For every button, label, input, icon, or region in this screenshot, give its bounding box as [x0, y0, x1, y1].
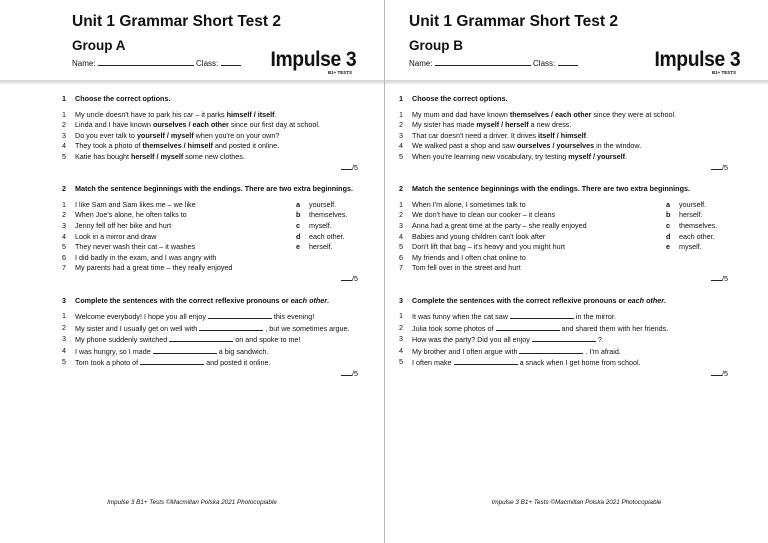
sentence-beginning: Look in a mirror and draw: [75, 231, 157, 241]
list-item: [666, 221, 728, 232]
item-text: It was funny when the cat saw in the mirror.: [412, 312, 616, 322]
exercise-3: 3 Complete the sentences with the correct reflexive pronouns or each other. 1 Welcome everybody! I hope you all enjoy this evening! 2 My sister and I usually get on well with , but we sometimes argue. 3 My phone suddenly switched on and spoke to me! 4 I was hungry, so I made a big sandwich. 5 Tom took a photo of and posted it online. /5: [62, 296, 358, 387]
item-number: 1: [62, 199, 66, 209]
item-number: 3: [399, 130, 403, 140]
sentence-beginning: Don't lift that bag – it's heavy and you might hurt: [412, 242, 565, 252]
list-item: [62, 120, 358, 131]
list-item: [399, 120, 728, 131]
name-label: Name:: [72, 59, 96, 68]
answer-blank[interactable]: [454, 357, 518, 365]
item-number: 4: [399, 231, 403, 241]
exercise-1: 1 Choose the correct options. 1 My mum and dad have known themselves / each other since they were at school. 2 My sister has made myself / herself a new dress. 3 That car doesn't need a driver. It drives itself / himself. 4 We walked past a shop and saw ourselves / yourselves in the window. 5 When you're learning new vocabulary, try testing myself / yourself. /5: [399, 94, 728, 180]
copyright-footer: Impulse 3 B1+ Tests ©Macmillan Polska 2021 Photocopiable: [491, 499, 662, 506]
exercise-3-items: [62, 311, 358, 369]
list-item: [62, 346, 358, 358]
test-content: [62, 94, 358, 391]
ending-letter: b: [666, 210, 671, 220]
beginnings-list: [399, 200, 666, 274]
list-item: [62, 253, 296, 264]
list-item: [62, 210, 296, 221]
item-text: How was the party? Did you all enjoy ?: [412, 335, 602, 345]
list-item: [296, 200, 358, 211]
list-item: [399, 253, 666, 264]
list-item: [296, 221, 358, 232]
list-item: [62, 242, 296, 253]
item-number: 3: [399, 220, 403, 230]
sentence-beginning: We don't have to clean our cooker – it cleans: [412, 210, 556, 220]
sentence-ending: yourself.: [309, 199, 337, 209]
ending-letter: c: [296, 220, 300, 230]
item-text: We walked past a shop and saw ourselves / yourselves in the window.: [412, 141, 642, 151]
endings-list: [296, 200, 358, 274]
item-text: Linda and I have known ourselves / each other since our first day at school.: [75, 120, 320, 130]
endings-list: [666, 200, 728, 274]
item-number: 4: [399, 141, 403, 151]
item-text: Julia took some photos of and shared them with her friends.: [412, 323, 669, 333]
match-columns: [399, 200, 728, 274]
item-text: Katie has bought herself / myself some new clothes.: [75, 151, 245, 161]
list-item: [399, 232, 666, 243]
exercise-3: 3 Complete the sentences with the correct reflexive pronouns or each other. 1 It was funny when the cat saw in the mirror. 2 Julia took some photos of and shared them with her friends. 3 How was the party? Did you all enjoy ? 4 My brother and I often argue with . I'm afraid. 5 I often make a snack when I get home from school. /5: [399, 296, 728, 387]
item-number: 2: [399, 120, 403, 130]
logo-text: Impulse 3: [654, 48, 740, 71]
sentence-ending: myself.: [679, 242, 702, 252]
item-number: 7: [399, 263, 403, 273]
list-item: [62, 323, 358, 335]
item-text: Tom took a photo of and posted it online.: [75, 358, 271, 368]
list-item: [62, 200, 296, 211]
list-item: [666, 210, 728, 221]
header-divider: [385, 80, 768, 84]
list-item: [399, 221, 666, 232]
beginnings-list: [62, 200, 296, 274]
answer-blank[interactable]: [140, 357, 204, 365]
exercise-title: Complete the sentences with the correct reflexive pronouns or each other.: [412, 295, 667, 305]
item-number: 7: [62, 263, 66, 273]
list-item: [399, 210, 666, 221]
list-item: [666, 242, 728, 253]
class-label: Class:: [196, 59, 219, 68]
sentence-beginning: Babies and young children can't look after: [412, 231, 546, 241]
item-number: 5: [399, 151, 403, 161]
item-number: 6: [399, 252, 403, 262]
list-item: [399, 242, 666, 253]
sentence-ending: each other.: [309, 231, 345, 241]
answer-blank[interactable]: [519, 346, 583, 354]
score-field[interactable]: [341, 368, 352, 376]
list-item: [296, 242, 358, 253]
item-text: My brother and I often argue with . I'm afraid.: [412, 346, 621, 356]
item-number: 1: [62, 109, 66, 119]
list-item: [666, 232, 728, 243]
exercise-title: Choose the correct options.: [75, 94, 171, 103]
sentence-beginning: When Joe's alone, he often talks to: [75, 210, 187, 220]
sentence-ending: myself.: [309, 220, 332, 230]
score-box: /5: [62, 273, 358, 292]
answer-blank[interactable]: [199, 323, 263, 331]
test-title: Unit 1 Grammar Short Test 2: [409, 13, 619, 30]
test-sheet-group-b: [384, 0, 768, 543]
name-field[interactable]: [98, 58, 194, 66]
logo-subtitle: B1+ TESTS: [327, 70, 352, 75]
score-field[interactable]: [341, 162, 352, 170]
sentence-beginning: When I'm alone, I sometimes talk to: [412, 199, 526, 209]
item-number: 3: [62, 220, 66, 230]
item-number: 2: [62, 120, 66, 130]
item-number: 3: [62, 334, 66, 344]
item-text: My mum and dad have known themselves / each other since they were at school.: [412, 109, 677, 119]
score-field[interactable]: [341, 273, 352, 281]
exercise-title: Complete the sentences with the correct reflexive pronouns or each other.: [75, 295, 330, 305]
ending-letter: d: [296, 231, 301, 241]
ending-letter: a: [666, 199, 670, 209]
exercise-3-items: [399, 311, 728, 369]
sheet-header: [409, 12, 748, 78]
sentence-beginning: Jenny fell off her bike and hurt: [75, 220, 172, 230]
score-box: /5: [399, 273, 728, 292]
answer-blank[interactable]: [510, 311, 574, 319]
item-number: 3: [62, 130, 66, 140]
item-number: 5: [399, 242, 403, 252]
group-label: Group B: [409, 38, 463, 53]
score-box: /5: [62, 368, 358, 387]
list-item: [62, 232, 296, 243]
sentence-beginning: My parents had a great time – they really enjoyed: [75, 263, 233, 273]
ending-letter: e: [666, 242, 670, 252]
item-number: 4: [62, 141, 66, 151]
name-label: Name:: [409, 59, 433, 68]
ending-letter: d: [666, 231, 671, 241]
exercise-title: Choose the correct options.: [412, 94, 508, 103]
sheet-header: [72, 12, 364, 78]
impulse-logo: [263, 49, 356, 75]
sentence-beginning: They never wash their cat – it washes: [75, 242, 196, 252]
item-number: 2: [62, 322, 66, 332]
item-text: That car doesn't need a driver. It drives itself / himself.: [412, 130, 588, 140]
score-box: /5: [399, 162, 728, 181]
answer-blank[interactable]: [532, 334, 596, 342]
exercise-2: 2 Match the sentence beginnings with the endings. There are two extra beginnings. 1 I like Sam and Sam likes me – we like 2 When Joe's alone, he often talks to 3 Jenny fell off her bike and hurt 4 Look in a mirror and draw 5 They never wash their cat – it washes 6 I did badly in the exam, and I was angry with 7 My parents had a great time – they really enjoyed a yourself. b themselves. c myself. d each other. e herself. /5: [62, 184, 358, 291]
item-number: 4: [399, 345, 403, 355]
item-text: I was hungry, so I made a big sandwich.: [75, 346, 269, 356]
name-field[interactable]: [435, 58, 531, 66]
item-text: They took a photo of themselves / himself and posted it online.: [75, 141, 280, 151]
item-text: My sister has made myself / herself a new dress.: [412, 120, 572, 130]
group-label: Group A: [72, 38, 126, 53]
item-number: 2: [62, 210, 66, 220]
list-item: [62, 311, 358, 323]
answer-blank[interactable]: [169, 334, 233, 342]
score-field[interactable]: [711, 273, 722, 281]
ending-letter: e: [296, 242, 300, 252]
item-number: 2: [399, 210, 403, 220]
list-item: [62, 141, 358, 152]
logo-subtitle: B1+ TESTS: [711, 70, 736, 75]
item-number: 6: [62, 252, 66, 262]
list-item: [399, 110, 728, 121]
list-item: [666, 200, 728, 211]
list-item: [399, 263, 666, 274]
list-item: [399, 323, 728, 335]
header-divider: [0, 80, 384, 84]
item-text: My phone suddenly switched on and spoke to me!: [75, 335, 301, 345]
item-text: My uncle doesn't have to park his car – it parks himself / itself.: [75, 109, 277, 119]
item-text: Welcome everybody! I hope you all enjoy this evening!: [75, 312, 315, 322]
list-item: [399, 311, 728, 323]
item-text: Do you ever talk to yourself / myself when you're on your own?: [75, 130, 280, 140]
score-box: /5: [399, 368, 728, 387]
test-content: [399, 94, 728, 391]
answer-blank[interactable]: [208, 311, 272, 319]
item-number: 5: [399, 357, 403, 367]
exercise-1: 1 Choose the correct options. 1 My uncle doesn't have to park his car – it parks himself / itself. 2 Linda and I have known ourselves / each other since our first day at school. 3 Do you ever talk to yourself / myself when you're on your own? 4 They took a photo of themselves / himself and posted it online. 5 Katie has bought herself / myself some new clothes. /5: [62, 94, 358, 180]
item-number: 5: [62, 151, 66, 161]
match-columns: [62, 200, 358, 274]
sentence-beginning: I like Sam and Sam likes me – we like: [75, 199, 196, 209]
item-number: 5: [62, 242, 66, 252]
item-text: I often make a snack when I get home from school.: [412, 358, 641, 368]
item-number: 4: [62, 345, 66, 355]
list-item: [399, 141, 728, 152]
answer-blank[interactable]: [496, 323, 560, 331]
item-number: 1: [399, 199, 403, 209]
item-number: 2: [399, 322, 403, 332]
exercise-1-items: [62, 110, 358, 163]
ending-letter: c: [666, 220, 670, 230]
score-box: /5: [62, 162, 358, 181]
sentence-ending: yourself.: [679, 199, 707, 209]
sentence-beginning: Anna had a great time at the party – she really enjoyed: [412, 220, 587, 230]
sentence-ending: themselves.: [309, 210, 348, 220]
item-number: 1: [62, 311, 66, 321]
list-item: [399, 131, 728, 142]
score-field[interactable]: [711, 368, 722, 376]
item-text: My sister and I usually get on well with , but we sometimes argue.: [75, 323, 350, 333]
item-number: 5: [62, 357, 66, 367]
list-item: [62, 221, 296, 232]
list-item: [399, 346, 728, 358]
list-item: [296, 232, 358, 243]
exercise-2: 2 Match the sentence beginnings with the endings. There are two extra beginnings. 1 When I'm alone, I sometimes talk to 2 We don't have to clean our cooker – it cleans 3 Anna had a great time at the party – she really enjoyed 4 Babies and young children can't look after 5 Don't lift that bag – it's heavy and you might hurt 6 My friends and I often chat online to 7 Tom fell over in the street and hurt a yourself. b herself. c themselves. d each other. e myself. /5: [399, 184, 728, 291]
sentence-ending: themselves.: [679, 220, 718, 230]
score-field[interactable]: [711, 162, 722, 170]
sentence-ending: herself.: [679, 210, 703, 220]
list-item: [62, 131, 358, 142]
list-item: [296, 210, 358, 221]
exercise-title: Match the sentence beginnings with the endings. There are two extra beginnings.: [75, 184, 353, 194]
item-number: 1: [399, 311, 403, 321]
logo-text: Impulse 3: [270, 48, 356, 71]
item-number: 1: [399, 109, 403, 119]
list-item: [62, 263, 296, 274]
test-title: Unit 1 Grammar Short Test 2: [72, 13, 282, 30]
class-field[interactable]: [558, 58, 578, 66]
answer-blank[interactable]: [153, 346, 217, 354]
exercise-1-items: [399, 110, 728, 163]
item-number: 4: [62, 231, 66, 241]
list-item: [62, 334, 358, 346]
impulse-logo: [647, 49, 740, 75]
sentence-beginning: I did badly in the exam, and I was angry with: [75, 252, 217, 262]
copyright-footer: Impulse 3 B1+ Tests ©Macmillan Polska 2021 Photocopiable: [107, 499, 277, 506]
list-item: [399, 334, 728, 346]
class-label: Class:: [533, 59, 556, 68]
sentence-beginning: My friends and I often chat online to: [412, 252, 526, 262]
item-text: When you're learning new vocabulary, try testing myself / yourself.: [412, 151, 627, 161]
ending-letter: b: [296, 210, 301, 220]
exercise-title: Match the sentence beginnings with the endings. There are two extra beginnings.: [412, 184, 690, 194]
list-item: [62, 110, 358, 121]
ending-letter: a: [296, 199, 300, 209]
list-item: [399, 200, 666, 211]
item-number: 3: [399, 334, 403, 344]
sentence-ending: herself.: [309, 242, 333, 252]
class-field[interactable]: [221, 58, 241, 66]
sentence-beginning: Tom fell over in the street and hurt: [412, 263, 521, 273]
sentence-ending: each other.: [679, 231, 715, 241]
